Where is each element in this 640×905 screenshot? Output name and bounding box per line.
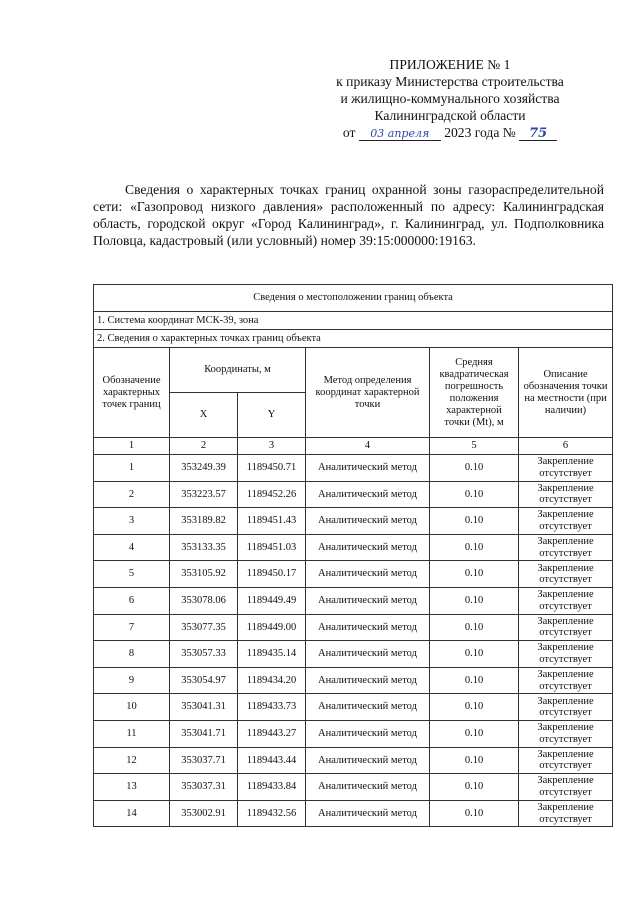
method-cell: Аналитический метод bbox=[306, 455, 430, 482]
description-cell: Закрепление отсутствует bbox=[519, 587, 613, 614]
description-cell: Закрепление отсутствует bbox=[519, 614, 613, 641]
ministry-line: и жилищно-коммунального хозяйства bbox=[340, 91, 560, 106]
error-cell: 0.10 bbox=[430, 587, 519, 614]
point-number-cell: 13 bbox=[94, 774, 170, 801]
table-row bbox=[94, 641, 613, 668]
table-title: Сведения о местоположении границ объекта bbox=[94, 285, 613, 312]
description-cell: Закрепление отсутствует bbox=[519, 800, 613, 827]
method-cell: Аналитический метод bbox=[306, 508, 430, 535]
x-coordinate-cell: 353133.35 bbox=[170, 534, 238, 561]
x-coordinate-cell: 353189.82 bbox=[170, 508, 238, 535]
appendix-title: ПРИЛОЖЕНИЕ № 1 bbox=[389, 57, 511, 72]
header-x: X bbox=[170, 393, 238, 438]
error-cell: 0.10 bbox=[430, 455, 519, 482]
table-row bbox=[94, 667, 613, 694]
error-cell: 0.10 bbox=[430, 720, 519, 747]
x-coordinate-cell: 353057.33 bbox=[170, 641, 238, 668]
y-coordinate-cell: 1189433.73 bbox=[238, 694, 306, 721]
point-number-cell: 7 bbox=[94, 614, 170, 641]
y-coordinate-cell: 1189451.03 bbox=[238, 534, 306, 561]
error-cell: 0.10 bbox=[430, 561, 519, 588]
y-coordinate-cell: 1189435.14 bbox=[238, 641, 306, 668]
table-row bbox=[94, 614, 613, 641]
description-cell: Закрепление отсутствует bbox=[519, 774, 613, 801]
point-number-cell: 9 bbox=[94, 667, 170, 694]
method-cell: Аналитический метод bbox=[306, 747, 430, 774]
table-row bbox=[94, 561, 613, 588]
description-cell: Закрепление отсутствует bbox=[519, 561, 613, 588]
point-number-cell: 4 bbox=[94, 534, 170, 561]
description-cell: Закрепление отсутствует bbox=[519, 455, 613, 482]
method-cell: Аналитический метод bbox=[306, 720, 430, 747]
description-cell: Закрепление отсутствует bbox=[519, 720, 613, 747]
boundary-points-table bbox=[93, 284, 613, 827]
header-description: Описание обозначения точки на местности (при наличии) bbox=[519, 348, 613, 438]
table-row bbox=[94, 774, 613, 801]
col-index: 2 bbox=[170, 438, 238, 455]
table-row bbox=[94, 481, 613, 508]
error-cell: 0.10 bbox=[430, 481, 519, 508]
header-method: Метод определения координат характерной точки bbox=[306, 348, 430, 438]
error-cell: 0.10 bbox=[430, 508, 519, 535]
table-row bbox=[94, 747, 613, 774]
x-coordinate-cell: 353078.06 bbox=[170, 587, 238, 614]
method-cell: Аналитический метод bbox=[306, 481, 430, 508]
error-cell: 0.10 bbox=[430, 534, 519, 561]
x-coordinate-cell: 353037.71 bbox=[170, 747, 238, 774]
header-coordinates: Координаты, м bbox=[170, 348, 306, 393]
point-number-cell: 11 bbox=[94, 720, 170, 747]
point-number-cell: 1 bbox=[94, 455, 170, 482]
table-row bbox=[94, 800, 613, 827]
order-reference-line: к приказу Министерства строительства bbox=[336, 74, 564, 89]
appendix-header bbox=[300, 56, 600, 141]
col-index: 6 bbox=[519, 438, 613, 455]
method-cell: Аналитический метод bbox=[306, 614, 430, 641]
coordinate-system-row: 1. Система координат МСК-39, зона bbox=[94, 312, 613, 330]
point-number-cell: 12 bbox=[94, 747, 170, 774]
error-cell: 0.10 bbox=[430, 747, 519, 774]
error-cell: 0.10 bbox=[430, 774, 519, 801]
col-index: 4 bbox=[306, 438, 430, 455]
y-coordinate-cell: 1189443.44 bbox=[238, 747, 306, 774]
table-row bbox=[94, 534, 613, 561]
method-cell: Аналитический метод bbox=[306, 774, 430, 801]
table-row bbox=[94, 694, 613, 721]
method-cell: Аналитический метод bbox=[306, 534, 430, 561]
description-cell: Закрепление отсутствует bbox=[519, 747, 613, 774]
col-index: 5 bbox=[430, 438, 519, 455]
header-y: Y bbox=[238, 393, 306, 438]
x-coordinate-cell: 353077.35 bbox=[170, 614, 238, 641]
intro-paragraph: Сведения о характерных точках границ охранной зоны газораспределительной сети: «Газопровод низкого давления» расположенный по адресу: Калининградская область, городской округ «Город Калининград», г. Калининград, ул. Подполковника Половца, кадастровый (или условный) номер 39:15:000000:19163. bbox=[93, 182, 604, 248]
x-coordinate-cell: 353041.71 bbox=[170, 720, 238, 747]
col-index: 3 bbox=[238, 438, 306, 455]
x-coordinate-cell: 353041.31 bbox=[170, 694, 238, 721]
description-cell: Закрепление отсутствует bbox=[519, 534, 613, 561]
x-coordinate-cell: 353002.91 bbox=[170, 800, 238, 827]
x-coordinate-cell: 353105.92 bbox=[170, 561, 238, 588]
point-number-cell: 8 bbox=[94, 641, 170, 668]
x-coordinate-cell: 353249.39 bbox=[170, 455, 238, 482]
date-prefix: от bbox=[342, 125, 356, 140]
error-cell: 0.10 bbox=[430, 641, 519, 668]
error-cell: 0.10 bbox=[430, 667, 519, 694]
y-coordinate-cell: 1189452.26 bbox=[238, 481, 306, 508]
handwritten-order-number: 75 bbox=[519, 127, 557, 141]
x-coordinate-cell: 353223.57 bbox=[170, 481, 238, 508]
point-number-cell: 6 bbox=[94, 587, 170, 614]
y-coordinate-cell: 1189450.71 bbox=[238, 455, 306, 482]
method-cell: Аналитический метод bbox=[306, 667, 430, 694]
description-cell: Закрепление отсутствует bbox=[519, 641, 613, 668]
x-coordinate-cell: 353054.97 bbox=[170, 667, 238, 694]
table-row bbox=[94, 720, 613, 747]
point-number-cell: 5 bbox=[94, 561, 170, 588]
table-row bbox=[94, 508, 613, 535]
col-index: 1 bbox=[94, 438, 170, 455]
y-coordinate-cell: 1189433.84 bbox=[238, 774, 306, 801]
order-date-line bbox=[300, 124, 600, 141]
description-cell: Закрепление отсутствует bbox=[519, 508, 613, 535]
description-cell: Закрепление отсутствует bbox=[519, 694, 613, 721]
method-cell: Аналитический метод bbox=[306, 641, 430, 668]
y-coordinate-cell: 1189451.43 bbox=[238, 508, 306, 535]
y-coordinate-cell: 1189449.49 bbox=[238, 587, 306, 614]
table-row bbox=[94, 455, 613, 482]
date-year: 2023 года № bbox=[444, 125, 516, 140]
y-coordinate-cell: 1189449.00 bbox=[238, 614, 306, 641]
y-coordinate-cell: 1189432.56 bbox=[238, 800, 306, 827]
method-cell: Аналитический метод bbox=[306, 800, 430, 827]
point-number-cell: 10 bbox=[94, 694, 170, 721]
point-number-cell: 14 bbox=[94, 800, 170, 827]
y-coordinate-cell: 1189443.27 bbox=[238, 720, 306, 747]
error-cell: 0.10 bbox=[430, 694, 519, 721]
point-number-cell: 2 bbox=[94, 481, 170, 508]
method-cell: Аналитический метод bbox=[306, 587, 430, 614]
error-cell: 0.10 bbox=[430, 800, 519, 827]
y-coordinate-cell: 1189434.20 bbox=[238, 667, 306, 694]
y-coordinate-cell: 1189450.17 bbox=[238, 561, 306, 588]
handwritten-date: 03 апреля bbox=[359, 127, 441, 141]
header-point: Обозначение характерных точек границ bbox=[94, 348, 170, 438]
point-number-cell: 3 bbox=[94, 508, 170, 535]
description-cell: Закрепление отсутствует bbox=[519, 481, 613, 508]
points-section-row: 2. Сведения о характерных точках границ объекта bbox=[94, 330, 613, 348]
description-cell: Закрепление отсутствует bbox=[519, 667, 613, 694]
method-cell: Аналитический метод bbox=[306, 694, 430, 721]
method-cell: Аналитический метод bbox=[306, 561, 430, 588]
error-cell: 0.10 bbox=[430, 614, 519, 641]
x-coordinate-cell: 353037.31 bbox=[170, 774, 238, 801]
region-line: Калининградской области bbox=[374, 108, 526, 123]
table-row bbox=[94, 587, 613, 614]
header-error: Средняя квадратическая погрешность положения характерной точки (Mt), м bbox=[430, 348, 519, 438]
